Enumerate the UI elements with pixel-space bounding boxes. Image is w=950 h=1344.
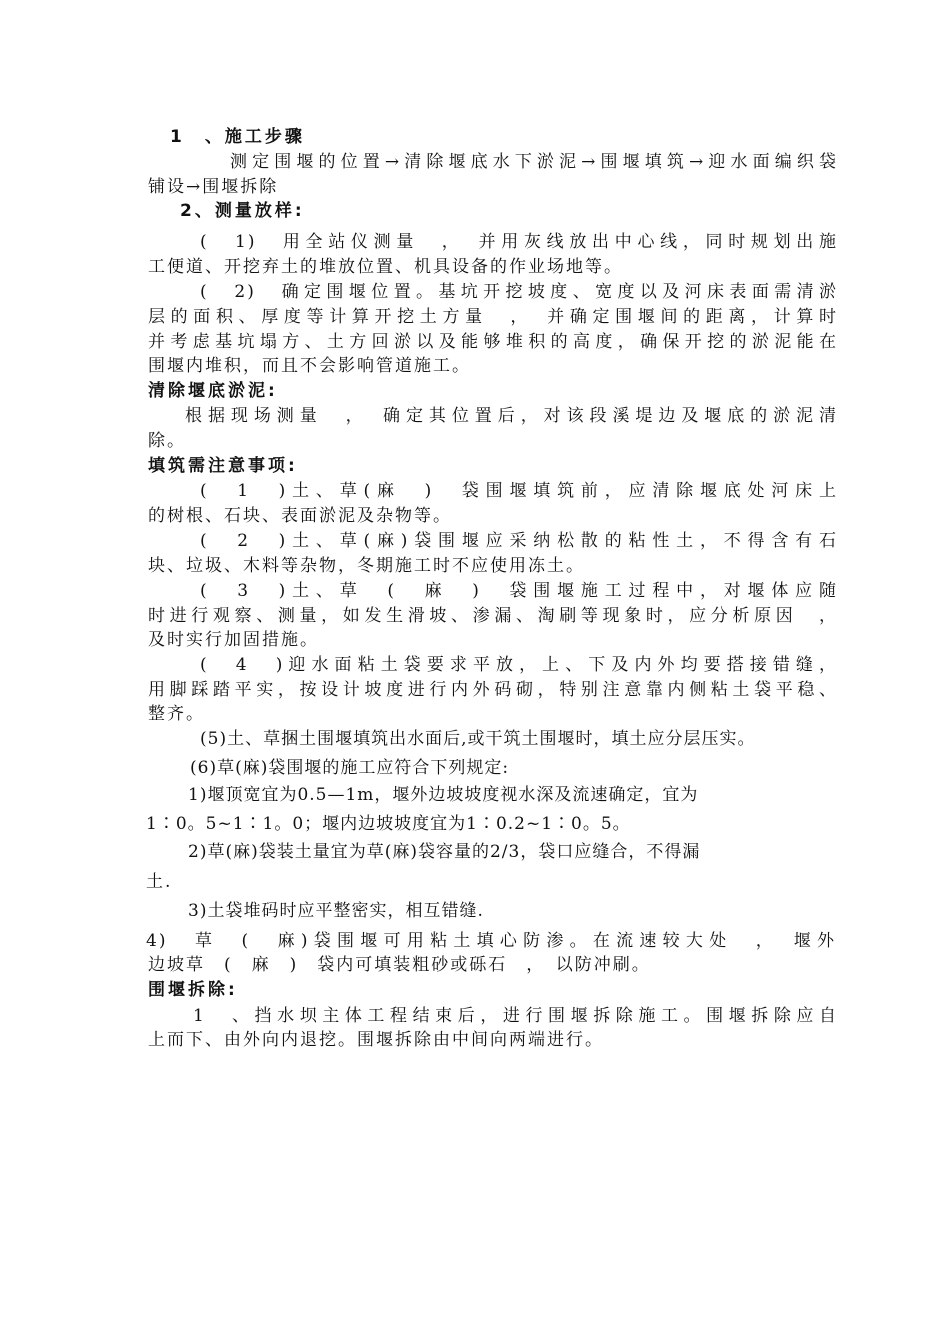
paragraph-line: 并考虑基坑塌方、土方回淤以及能够堆积的高度，确保开挖的淤泥能在: [148, 332, 838, 352]
paragraph-line: 工便道、开挖弃土的堆放位置、机具设备的作业场地等。: [148, 257, 623, 277]
paragraph-line: 时进行观察、测量，如发生滑坡、渗漏、淘刷等现象时，应分析原因 ，: [148, 606, 838, 626]
paragraph-line: 根据现场测量 ， 确定其位置后，对该段溪堤边及堰底的淤泥清: [185, 406, 838, 426]
heading-survey-layout: 2、测量放样:: [180, 201, 305, 221]
paragraph-line: 整齐。: [148, 704, 205, 724]
paragraph-line: 围堰内堆积，而且不会影响管道施工。: [148, 356, 471, 376]
paragraph-line: ( 1) 用全站仪测量 ， 并用灰线放出中心线，同时规划出施: [200, 232, 838, 252]
paragraph-line: 铺设→围堰拆除: [148, 177, 279, 197]
paragraph-line: (5)土、草捆土围堰填筑出水面后,或干筑土围堰时，填土应分层压实。: [200, 729, 756, 749]
paragraph-line: 及时实行加固措施。: [148, 630, 319, 650]
paragraph-line: 4) 草 ( 麻)袋围堰可用粘土填心防渗。在流速较大处 ， 堰外: [146, 931, 836, 951]
paragraph-line: (6)草(麻)袋围堰的施工应符合下列规定:: [190, 758, 510, 778]
paragraph-line: ( 2) 确定围堰位置。基坑开挖坡度、宽度以及河床表面需清淤: [200, 282, 838, 302]
heading-clear-silt: 清除堰底淤泥:: [148, 381, 278, 401]
paragraph-line: ( 3 )土、草 ( 麻 ) 袋围堰施工过程中，对堰体应随: [200, 581, 838, 601]
paragraph-line: ( 1 )土、草(麻 ) 袋围堰填筑前，应清除堰底处河床上: [200, 481, 838, 501]
paragraph-line: 边坡草 ( 麻 ) 袋内可填装粗砂或砾石 ， 以防冲刷。: [148, 955, 651, 975]
paragraph-line: 1)堰顶宽宜为0.5—1m，堰外边坡坡度视水深及流速确定，宜为: [188, 785, 699, 805]
paragraph-line: 的树根、石块、表面淤泥及杂物等。: [148, 506, 452, 526]
paragraph-line: 除。: [148, 431, 186, 451]
paragraph-line: 上而下、由外向内退挖。围堰拆除由中间向两端进行。: [148, 1030, 604, 1050]
paragraph-line: 土.: [146, 872, 173, 892]
paragraph-line: 层的面积、厚度等计算开挖土方量 ， 并确定围堰间的距离，计算时: [148, 307, 838, 327]
paragraph-line: 1 、挡水坝主体工程结束后，进行围堰拆除施工。围堰拆除应自: [193, 1006, 838, 1026]
paragraph-line: 块、垃圾、木料等杂物，冬期施工时不应使用冻土。: [148, 556, 585, 576]
paragraph-line: ( 2 )土、草(麻)袋围堰应采纳松散的粘性土，不得含有石: [200, 531, 838, 551]
paragraph-line: 1∶0。5~1∶1。0；堰内边坡坡度宜为1∶0.2~1∶0。5。: [146, 814, 631, 834]
paragraph-line: 2)草(麻)袋装土量宜为草(麻)袋容量的2/3，袋口应缝合，不得漏: [188, 842, 701, 862]
paragraph-line: ( 4 )迎水面粘土袋要求平放，上、下及内外均要搭接错缝，: [200, 655, 838, 675]
paragraph-line: 3)土袋堆码时应平整密实，相互错缝.: [188, 901, 484, 921]
paragraph-line: 测定围堰的位置→清除堰底水下淤泥→围堰填筑→迎水面编织袋: [230, 152, 838, 172]
paragraph-line: 用脚踩踏平实，按设计坡度进行内外码砌，特别注意靠内侧粘土袋平稳、: [148, 680, 838, 700]
heading-filling-notes: 填筑需注意事项:: [148, 456, 298, 476]
heading-construction-steps: 1 、施工步骤: [170, 127, 305, 147]
heading-cofferdam-removal: 围堰拆除:: [148, 980, 238, 1000]
